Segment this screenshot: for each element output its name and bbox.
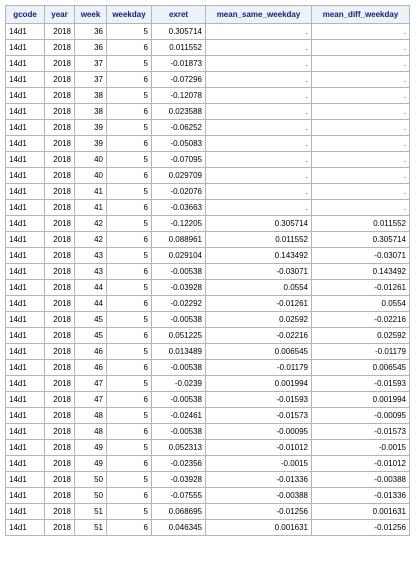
cell-year[interactable]: 2018 xyxy=(45,392,75,408)
cell-year[interactable]: 2018 xyxy=(45,248,75,264)
cell-mean-diff-weekday[interactable]: -0.01573 xyxy=(312,424,410,440)
cell-year[interactable]: 2018 xyxy=(45,216,75,232)
cell-weekday[interactable]: 6 xyxy=(107,328,152,344)
cell-mean-same-weekday[interactable]: 0.001994 xyxy=(206,376,312,392)
cell-gcode[interactable]: 14d1 xyxy=(6,376,45,392)
cell-week[interactable]: 49 xyxy=(75,440,107,456)
cell-week[interactable]: 51 xyxy=(75,520,107,536)
cell-year[interactable]: 2018 xyxy=(45,120,75,136)
cell-mean-diff-weekday[interactable]: . xyxy=(312,120,410,136)
cell-mean-diff-weekday[interactable]: 0.0554 xyxy=(312,296,410,312)
cell-mean-diff-weekday[interactable]: 0.001994 xyxy=(312,392,410,408)
table-row[interactable] xyxy=(6,24,410,40)
cell-mean-diff-weekday[interactable]: -0.01256 xyxy=(312,520,410,536)
header-row xyxy=(6,6,410,24)
cell-gcode[interactable]: 14d1 xyxy=(6,440,45,456)
cell-mean-same-weekday[interactable]: -0.01573 xyxy=(206,408,312,424)
table-row[interactable] xyxy=(6,184,410,200)
cell-gcode[interactable]: 14d1 xyxy=(6,408,45,424)
cell-exret[interactable]: -0.00538 xyxy=(152,424,206,440)
cell-week[interactable]: 38 xyxy=(75,104,107,120)
cell-weekday[interactable]: 6 xyxy=(107,488,152,504)
cell-year[interactable]: 2018 xyxy=(45,184,75,200)
cell-week[interactable]: 41 xyxy=(75,200,107,216)
cell-exret[interactable]: -0.07095 xyxy=(152,152,206,168)
cell-exret[interactable]: -0.00538 xyxy=(152,392,206,408)
cell-year[interactable]: 2018 xyxy=(45,360,75,376)
cell-week[interactable]: 41 xyxy=(75,184,107,200)
cell-exret[interactable]: -0.02461 xyxy=(152,408,206,424)
cell-weekday[interactable]: 5 xyxy=(107,56,152,72)
cell-gcode[interactable]: 14d1 xyxy=(6,360,45,376)
cell-weekday[interactable]: 5 xyxy=(107,312,152,328)
table-row[interactable] xyxy=(6,360,410,376)
table-row[interactable] xyxy=(6,376,410,392)
cell-year[interactable]: 2018 xyxy=(45,488,75,504)
cell-mean-same-weekday[interactable]: . xyxy=(206,104,312,120)
cell-gcode[interactable]: 14d1 xyxy=(6,200,45,216)
column-header-mean-diff-weekday[interactable]: mean_diff_weekday xyxy=(312,6,410,24)
table-row[interactable] xyxy=(6,472,410,488)
cell-mean-same-weekday[interactable]: -0.03071 xyxy=(206,264,312,280)
cell-year[interactable]: 2018 xyxy=(45,296,75,312)
cell-week[interactable]: 46 xyxy=(75,360,107,376)
cell-weekday[interactable]: 5 xyxy=(107,24,152,40)
cell-exret[interactable]: 0.051225 xyxy=(152,328,206,344)
cell-week[interactable]: 48 xyxy=(75,408,107,424)
cell-mean-diff-weekday[interactable]: 0.305714 xyxy=(312,232,410,248)
cell-year[interactable]: 2018 xyxy=(45,440,75,456)
cell-mean-same-weekday[interactable]: 0.006545 xyxy=(206,344,312,360)
cell-weekday[interactable]: 6 xyxy=(107,200,152,216)
table-row[interactable] xyxy=(6,248,410,264)
cell-exret[interactable]: -0.01873 xyxy=(152,56,206,72)
table-row[interactable] xyxy=(6,232,410,248)
cell-week[interactable]: 50 xyxy=(75,472,107,488)
table-row[interactable] xyxy=(6,152,410,168)
cell-year[interactable]: 2018 xyxy=(45,264,75,280)
cell-mean-diff-weekday[interactable]: 0.001631 xyxy=(312,504,410,520)
table-row[interactable] xyxy=(6,280,410,296)
cell-weekday[interactable]: 5 xyxy=(107,216,152,232)
cell-exret[interactable]: -0.02076 xyxy=(152,184,206,200)
cell-mean-same-weekday[interactable]: -0.0015 xyxy=(206,456,312,472)
cell-exret[interactable]: 0.305714 xyxy=(152,24,206,40)
cell-week[interactable]: 44 xyxy=(75,296,107,312)
cell-exret[interactable]: -0.03928 xyxy=(152,472,206,488)
cell-mean-same-weekday[interactable]: . xyxy=(206,120,312,136)
cell-gcode[interactable]: 14d1 xyxy=(6,280,45,296)
cell-gcode[interactable]: 14d1 xyxy=(6,296,45,312)
table-row[interactable] xyxy=(6,456,410,472)
table-row[interactable] xyxy=(6,168,410,184)
cell-exret[interactable]: -0.02356 xyxy=(152,456,206,472)
cell-mean-diff-weekday[interactable]: -0.0015 xyxy=(312,440,410,456)
cell-week[interactable]: 45 xyxy=(75,312,107,328)
column-header-exret[interactable]: exret xyxy=(152,6,206,24)
table-row[interactable] xyxy=(6,216,410,232)
column-header-mean-same-weekday[interactable]: mean_same_weekday xyxy=(206,6,312,24)
cell-gcode[interactable]: 14d1 xyxy=(6,56,45,72)
cell-exret[interactable]: 0.068695 xyxy=(152,504,206,520)
cell-week[interactable]: 36 xyxy=(75,24,107,40)
cell-mean-same-weekday[interactable]: -0.00388 xyxy=(206,488,312,504)
table-row[interactable] xyxy=(6,120,410,136)
column-header-gcode[interactable]: gcode xyxy=(6,6,45,24)
cell-mean-diff-weekday[interactable]: -0.00388 xyxy=(312,472,410,488)
cell-mean-same-weekday[interactable]: . xyxy=(206,184,312,200)
cell-mean-diff-weekday[interactable]: . xyxy=(312,24,410,40)
cell-week[interactable]: 38 xyxy=(75,88,107,104)
cell-mean-same-weekday[interactable]: 0.02592 xyxy=(206,312,312,328)
cell-mean-diff-weekday[interactable]: 0.011552 xyxy=(312,216,410,232)
cell-exret[interactable]: -0.00538 xyxy=(152,360,206,376)
cell-mean-same-weekday[interactable]: -0.01261 xyxy=(206,296,312,312)
cell-weekday[interactable]: 6 xyxy=(107,40,152,56)
cell-mean-same-weekday[interactable]: -0.02216 xyxy=(206,328,312,344)
cell-exret[interactable]: 0.013489 xyxy=(152,344,206,360)
table-row[interactable] xyxy=(6,88,410,104)
cell-mean-same-weekday[interactable]: -0.01012 xyxy=(206,440,312,456)
cell-exret[interactable]: 0.088961 xyxy=(152,232,206,248)
cell-mean-same-weekday[interactable]: . xyxy=(206,200,312,216)
column-header-year[interactable]: year xyxy=(45,6,75,24)
cell-exret[interactable]: -0.0239 xyxy=(152,376,206,392)
table-header xyxy=(6,6,410,24)
cell-mean-same-weekday[interactable]: -0.01593 xyxy=(206,392,312,408)
cell-exret[interactable]: -0.12205 xyxy=(152,216,206,232)
cell-mean-diff-weekday[interactable]: -0.01261 xyxy=(312,280,410,296)
cell-mean-diff-weekday[interactable]: 0.006545 xyxy=(312,360,410,376)
cell-gcode[interactable]: 14d1 xyxy=(6,472,45,488)
cell-weekday[interactable]: 5 xyxy=(107,344,152,360)
cell-mean-diff-weekday[interactable]: -0.00095 xyxy=(312,408,410,424)
cell-exret[interactable]: 0.029104 xyxy=(152,248,206,264)
cell-mean-diff-weekday[interactable]: -0.01593 xyxy=(312,376,410,392)
cell-gcode[interactable]: 14d1 xyxy=(6,248,45,264)
cell-mean-same-weekday[interactable]: 0.143492 xyxy=(206,248,312,264)
cell-mean-same-weekday[interactable]: . xyxy=(206,40,312,56)
cell-weekday[interactable]: 5 xyxy=(107,408,152,424)
cell-exret[interactable]: -0.07296 xyxy=(152,72,206,88)
cell-mean-diff-weekday[interactable]: . xyxy=(312,136,410,152)
cell-mean-diff-weekday[interactable]: . xyxy=(312,56,410,72)
table-row[interactable] xyxy=(6,40,410,56)
cell-mean-same-weekday[interactable]: 0.001631 xyxy=(206,520,312,536)
cell-year[interactable]: 2018 xyxy=(45,344,75,360)
cell-mean-same-weekday[interactable]: -0.01336 xyxy=(206,472,312,488)
cell-weekday[interactable]: 6 xyxy=(107,104,152,120)
cell-exret[interactable]: -0.12078 xyxy=(152,88,206,104)
cell-gcode[interactable]: 14d1 xyxy=(6,104,45,120)
table-row[interactable] xyxy=(6,424,410,440)
cell-year[interactable]: 2018 xyxy=(45,24,75,40)
table-row[interactable] xyxy=(6,104,410,120)
cell-mean-diff-weekday[interactable]: 0.143492 xyxy=(312,264,410,280)
table-row[interactable] xyxy=(6,488,410,504)
table-row[interactable] xyxy=(6,200,410,216)
cell-week[interactable]: 51 xyxy=(75,504,107,520)
table-row[interactable] xyxy=(6,56,410,72)
cell-mean-diff-weekday[interactable]: . xyxy=(312,168,410,184)
cell-gcode[interactable]: 14d1 xyxy=(6,264,45,280)
column-header-weekday[interactable]: weekday xyxy=(107,6,152,24)
cell-year[interactable]: 2018 xyxy=(45,56,75,72)
cell-year[interactable]: 2018 xyxy=(45,328,75,344)
cell-weekday[interactable]: 6 xyxy=(107,392,152,408)
cell-year[interactable]: 2018 xyxy=(45,72,75,88)
cell-gcode[interactable]: 14d1 xyxy=(6,152,45,168)
cell-mean-same-weekday[interactable]: . xyxy=(206,136,312,152)
cell-week[interactable]: 37 xyxy=(75,72,107,88)
table-row[interactable] xyxy=(6,72,410,88)
cell-weekday[interactable]: 5 xyxy=(107,152,152,168)
cell-weekday[interactable]: 6 xyxy=(107,424,152,440)
cell-year[interactable]: 2018 xyxy=(45,504,75,520)
cell-exret[interactable]: 0.052313 xyxy=(152,440,206,456)
cell-mean-diff-weekday[interactable]: . xyxy=(312,40,410,56)
cell-mean-diff-weekday[interactable]: . xyxy=(312,104,410,120)
cell-exret[interactable]: -0.06252 xyxy=(152,120,206,136)
cell-exret[interactable]: 0.011552 xyxy=(152,40,206,56)
cell-week[interactable]: 47 xyxy=(75,376,107,392)
cell-week[interactable]: 49 xyxy=(75,456,107,472)
table-row[interactable] xyxy=(6,504,410,520)
cell-week[interactable]: 44 xyxy=(75,280,107,296)
cell-year[interactable]: 2018 xyxy=(45,376,75,392)
cell-weekday[interactable]: 5 xyxy=(107,472,152,488)
cell-year[interactable]: 2018 xyxy=(45,104,75,120)
cell-year[interactable]: 2018 xyxy=(45,200,75,216)
cell-year[interactable]: 2018 xyxy=(45,88,75,104)
cell-week[interactable]: 45 xyxy=(75,328,107,344)
cell-weekday[interactable]: 6 xyxy=(107,264,152,280)
cell-mean-diff-weekday[interactable]: . xyxy=(312,88,410,104)
table-row[interactable] xyxy=(6,440,410,456)
cell-mean-diff-weekday[interactable]: 0.02592 xyxy=(312,328,410,344)
cell-weekday[interactable]: 6 xyxy=(107,296,152,312)
cell-year[interactable]: 2018 xyxy=(45,408,75,424)
cell-gcode[interactable]: 14d1 xyxy=(6,488,45,504)
cell-week[interactable]: 48 xyxy=(75,424,107,440)
cell-weekday[interactable]: 5 xyxy=(107,120,152,136)
cell-gcode[interactable]: 14d1 xyxy=(6,72,45,88)
table-row[interactable] xyxy=(6,392,410,408)
data-grid xyxy=(5,5,410,536)
cell-year[interactable]: 2018 xyxy=(45,424,75,440)
cell-weekday[interactable]: 6 xyxy=(107,456,152,472)
cell-gcode[interactable]: 14d1 xyxy=(6,312,45,328)
cell-year[interactable]: 2018 xyxy=(45,456,75,472)
table-row[interactable] xyxy=(6,296,410,312)
cell-weekday[interactable]: 6 xyxy=(107,232,152,248)
cell-year[interactable]: 2018 xyxy=(45,136,75,152)
cell-gcode[interactable]: 14d1 xyxy=(6,328,45,344)
cell-mean-same-weekday[interactable]: 0.0554 xyxy=(206,280,312,296)
table-row[interactable] xyxy=(6,328,410,344)
table-row[interactable] xyxy=(6,408,410,424)
cell-weekday[interactable]: 6 xyxy=(107,168,152,184)
cell-weekday[interactable]: 5 xyxy=(107,248,152,264)
cell-gcode[interactable]: 14d1 xyxy=(6,456,45,472)
cell-week[interactable]: 46 xyxy=(75,344,107,360)
cell-exret[interactable]: -0.03663 xyxy=(152,200,206,216)
table-row[interactable] xyxy=(6,344,410,360)
cell-mean-diff-weekday[interactable]: -0.01179 xyxy=(312,344,410,360)
cell-exret[interactable]: -0.03928 xyxy=(152,280,206,296)
cell-gcode[interactable]: 14d1 xyxy=(6,424,45,440)
cell-year[interactable]: 2018 xyxy=(45,168,75,184)
cell-weekday[interactable]: 5 xyxy=(107,88,152,104)
cell-week[interactable]: 43 xyxy=(75,264,107,280)
cell-week[interactable]: 40 xyxy=(75,152,107,168)
cell-weekday[interactable]: 5 xyxy=(107,440,152,456)
cell-year[interactable]: 2018 xyxy=(45,312,75,328)
cell-mean-diff-weekday[interactable]: -0.01336 xyxy=(312,488,410,504)
table-body xyxy=(6,24,410,536)
cell-year[interactable]: 2018 xyxy=(45,232,75,248)
cell-gcode[interactable]: 14d1 xyxy=(6,88,45,104)
table-row[interactable] xyxy=(6,136,410,152)
cell-year[interactable]: 2018 xyxy=(45,152,75,168)
cell-week[interactable]: 36 xyxy=(75,40,107,56)
cell-mean-diff-weekday[interactable]: -0.01012 xyxy=(312,456,410,472)
cell-week[interactable]: 40 xyxy=(75,168,107,184)
cell-gcode[interactable]: 14d1 xyxy=(6,216,45,232)
cell-week[interactable]: 42 xyxy=(75,216,107,232)
cell-year[interactable]: 2018 xyxy=(45,472,75,488)
cell-gcode[interactable]: 14d1 xyxy=(6,136,45,152)
cell-year[interactable]: 2018 xyxy=(45,40,75,56)
cell-exret[interactable]: -0.00538 xyxy=(152,312,206,328)
cell-weekday[interactable]: 5 xyxy=(107,504,152,520)
table-row[interactable] xyxy=(6,312,410,328)
cell-weekday[interactable]: 5 xyxy=(107,376,152,392)
cell-mean-same-weekday[interactable]: . xyxy=(206,72,312,88)
cell-exret[interactable]: 0.023588 xyxy=(152,104,206,120)
cell-gcode[interactable]: 14d1 xyxy=(6,392,45,408)
cell-exret[interactable]: -0.07555 xyxy=(152,488,206,504)
cell-weekday[interactable]: 5 xyxy=(107,280,152,296)
cell-week[interactable]: 37 xyxy=(75,56,107,72)
cell-weekday[interactable]: 6 xyxy=(107,520,152,536)
cell-mean-diff-weekday[interactable]: . xyxy=(312,152,410,168)
cell-mean-same-weekday[interactable]: -0.01256 xyxy=(206,504,312,520)
cell-mean-same-weekday[interactable]: 0.011552 xyxy=(206,232,312,248)
cell-week[interactable]: 43 xyxy=(75,248,107,264)
cell-mean-same-weekday[interactable]: . xyxy=(206,152,312,168)
cell-mean-diff-weekday[interactable]: . xyxy=(312,184,410,200)
cell-gcode[interactable]: 14d1 xyxy=(6,120,45,136)
cell-mean-same-weekday[interactable]: . xyxy=(206,168,312,184)
cell-gcode[interactable]: 14d1 xyxy=(6,168,45,184)
data-table xyxy=(5,5,410,536)
table-row[interactable] xyxy=(6,520,410,536)
cell-gcode[interactable]: 14d1 xyxy=(6,40,45,56)
cell-mean-same-weekday[interactable]: . xyxy=(206,88,312,104)
cell-weekday[interactable]: 6 xyxy=(107,136,152,152)
cell-gcode[interactable]: 14d1 xyxy=(6,504,45,520)
cell-exret[interactable]: 0.046345 xyxy=(152,520,206,536)
cell-week[interactable]: 50 xyxy=(75,488,107,504)
cell-gcode[interactable]: 14d1 xyxy=(6,184,45,200)
cell-mean-same-weekday[interactable]: 0.305714 xyxy=(206,216,312,232)
cell-weekday[interactable]: 6 xyxy=(107,72,152,88)
cell-mean-same-weekday[interactable]: -0.00095 xyxy=(206,424,312,440)
cell-exret[interactable]: 0.029709 xyxy=(152,168,206,184)
cell-week[interactable]: 42 xyxy=(75,232,107,248)
table-row[interactable] xyxy=(6,264,410,280)
cell-gcode[interactable]: 14d1 xyxy=(6,24,45,40)
cell-gcode[interactable]: 14d1 xyxy=(6,232,45,248)
cell-exret[interactable]: -0.05083 xyxy=(152,136,206,152)
cell-mean-same-weekday[interactable]: . xyxy=(206,24,312,40)
cell-weekday[interactable]: 5 xyxy=(107,184,152,200)
cell-week[interactable]: 39 xyxy=(75,136,107,152)
column-header-week[interactable]: week xyxy=(75,6,107,24)
cell-exret[interactable]: -0.02292 xyxy=(152,296,206,312)
cell-weekday[interactable]: 6 xyxy=(107,360,152,376)
cell-mean-diff-weekday[interactable]: -0.02216 xyxy=(312,312,410,328)
cell-exret[interactable]: -0.00538 xyxy=(152,264,206,280)
cell-mean-diff-weekday[interactable]: . xyxy=(312,200,410,216)
cell-mean-same-weekday[interactable]: -0.01179 xyxy=(206,360,312,376)
cell-year[interactable]: 2018 xyxy=(45,520,75,536)
cell-mean-diff-weekday[interactable]: . xyxy=(312,72,410,88)
cell-gcode[interactable]: 14d1 xyxy=(6,520,45,536)
cell-mean-same-weekday[interactable]: . xyxy=(206,56,312,72)
cell-year[interactable]: 2018 xyxy=(45,280,75,296)
cell-week[interactable]: 47 xyxy=(75,392,107,408)
cell-mean-diff-weekday[interactable]: -0.03071 xyxy=(312,248,410,264)
cell-week[interactable]: 39 xyxy=(75,120,107,136)
cell-gcode[interactable]: 14d1 xyxy=(6,344,45,360)
